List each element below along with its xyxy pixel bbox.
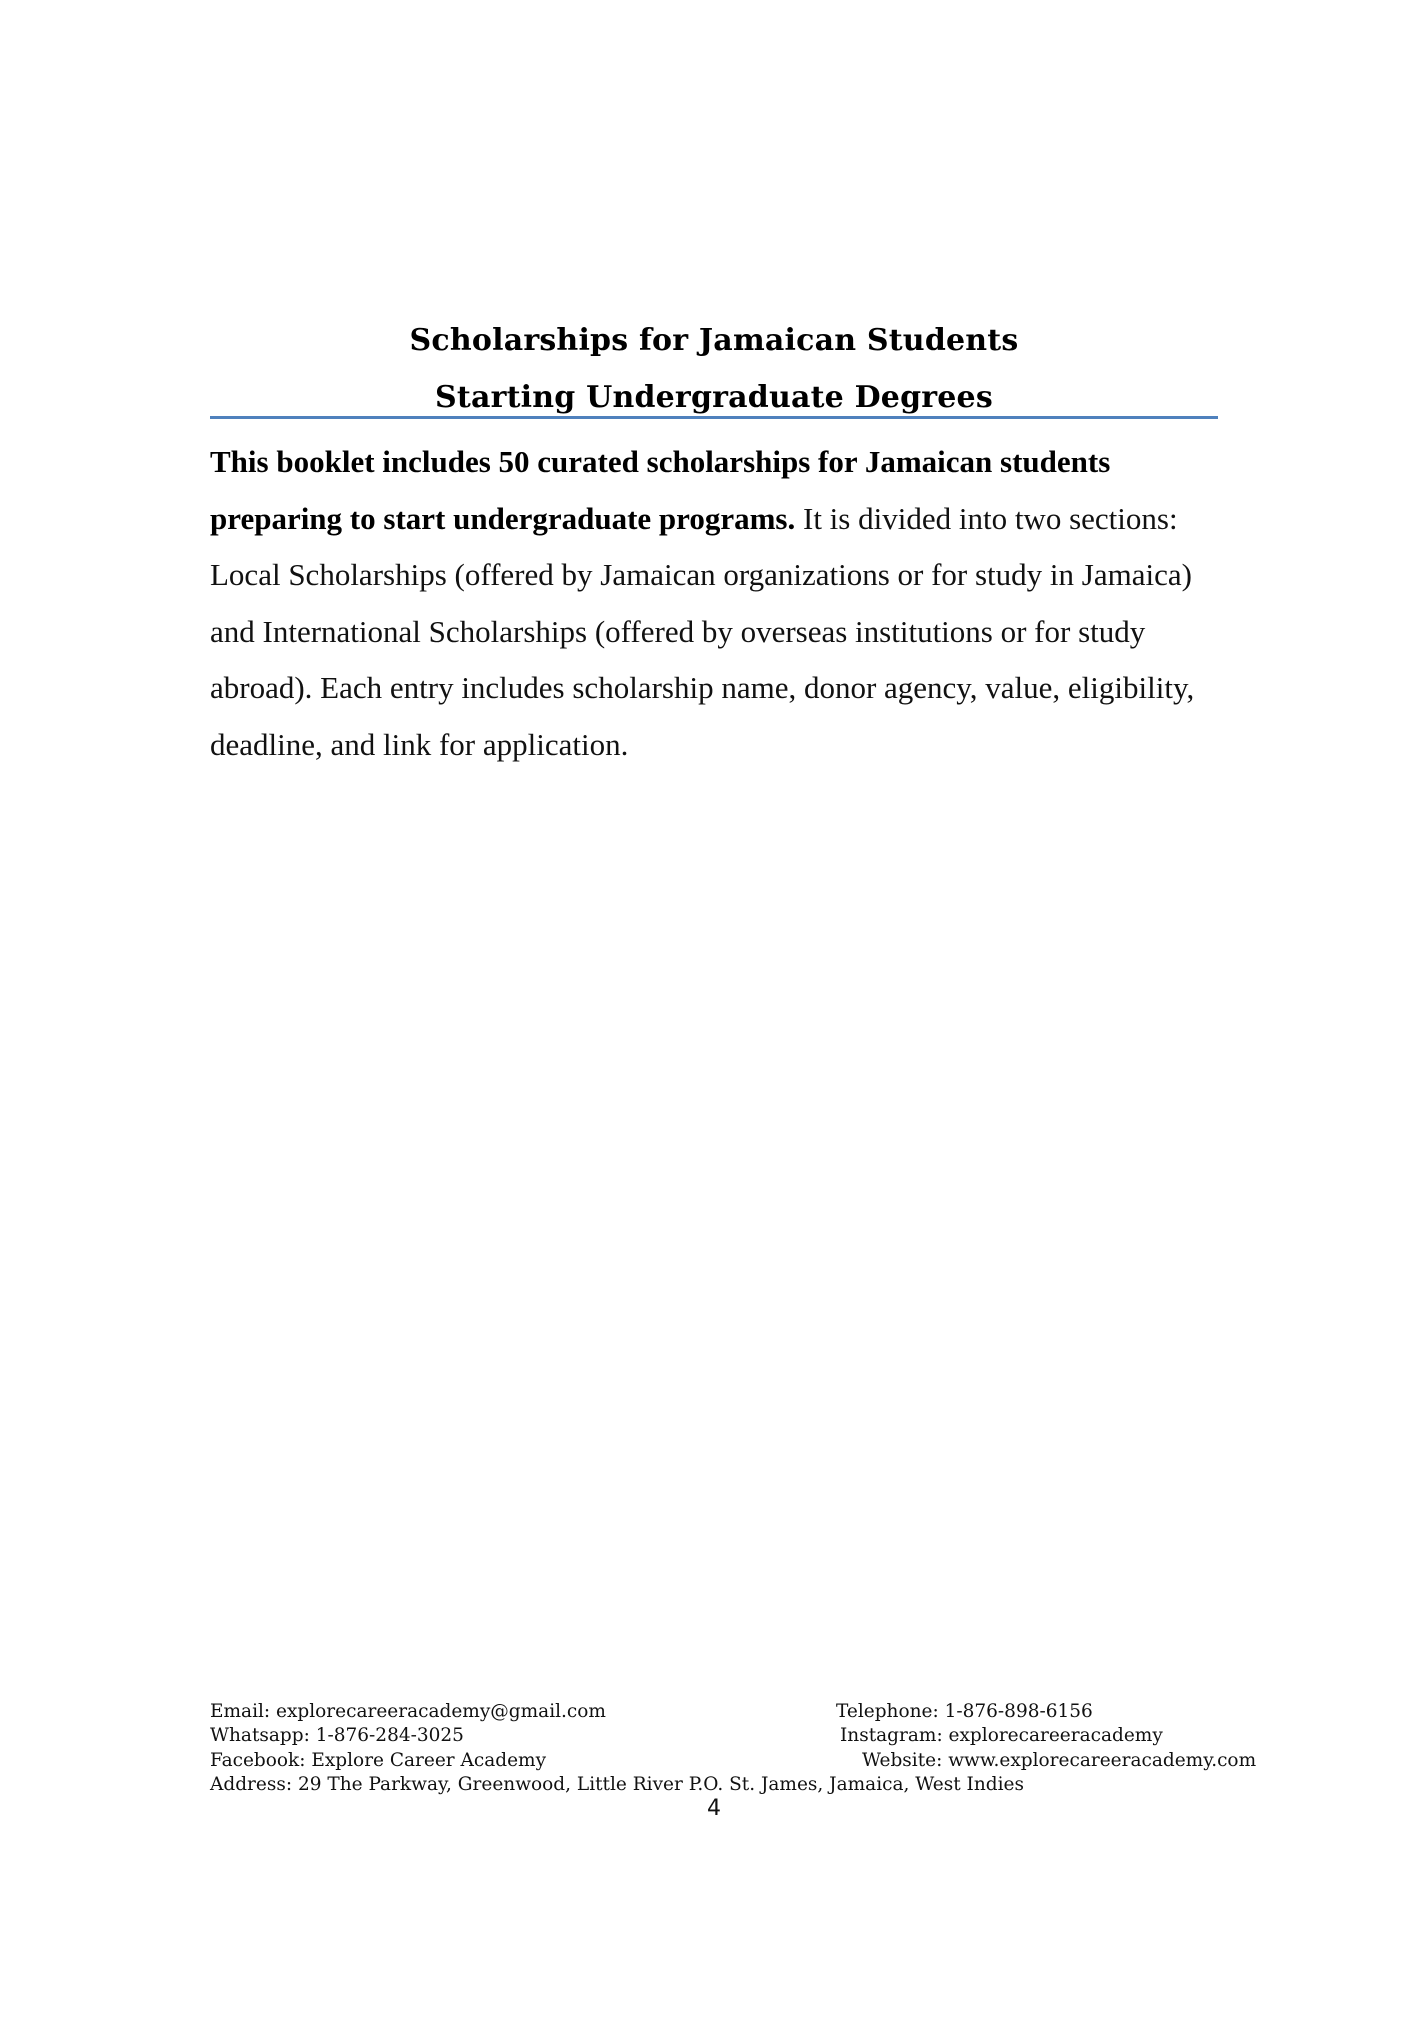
page-subtitle: Starting Undergraduate Degrees bbox=[435, 380, 993, 415]
footer-facebook: Facebook: Explore Career Academy bbox=[210, 1749, 547, 1771]
footer-email: Email: explorecareeracademy@gmail.com bbox=[210, 1701, 606, 1722]
footer-instagram: Instagram: explorecareeracademy bbox=[840, 1725, 1163, 1747]
footer-address: Address: 29 The Parkway, Greenwood, Little River P.O. St. James, Jamaica, West Indies bbox=[210, 1773, 1024, 1795]
footer-telephone: Telephone: 1-876-898-6156 bbox=[836, 1701, 1093, 1722]
intro-regular-text: It is divided into two sections: Local Scholarships (offered by Jamaican organizations or for study in Jamaica) and International Scholarships (offered by overseas institutions or for study abroad). Each entry includes scholarship name, donor agency, value, eligibility, deadline, and link for application. bbox=[210, 500, 1195, 762]
footer-website: Website: www.explorecareeracademy.com bbox=[862, 1749, 1257, 1771]
footer-row-2 bbox=[210, 1724, 1220, 1748]
footer-row-4 bbox=[210, 1773, 1220, 1797]
footer-row-3 bbox=[210, 1749, 1257, 1773]
page-number: 4 bbox=[707, 1796, 721, 1821]
intro-bold-text: This booklet includes 50 curated scholarships for Jamaican students preparing to start undergraduate programs. bbox=[210, 444, 1111, 536]
title-block bbox=[210, 312, 1218, 426]
footer-row-1 bbox=[210, 1700, 1220, 1724]
footer-whatsapp: Whatsapp: 1-876-284-3025 bbox=[210, 1725, 464, 1747]
contact-footer bbox=[210, 1700, 1257, 1797]
title-divider bbox=[210, 416, 1218, 419]
page-title: Scholarships for Jamaican Students bbox=[409, 323, 1019, 358]
intro-paragraph bbox=[210, 434, 1220, 773]
